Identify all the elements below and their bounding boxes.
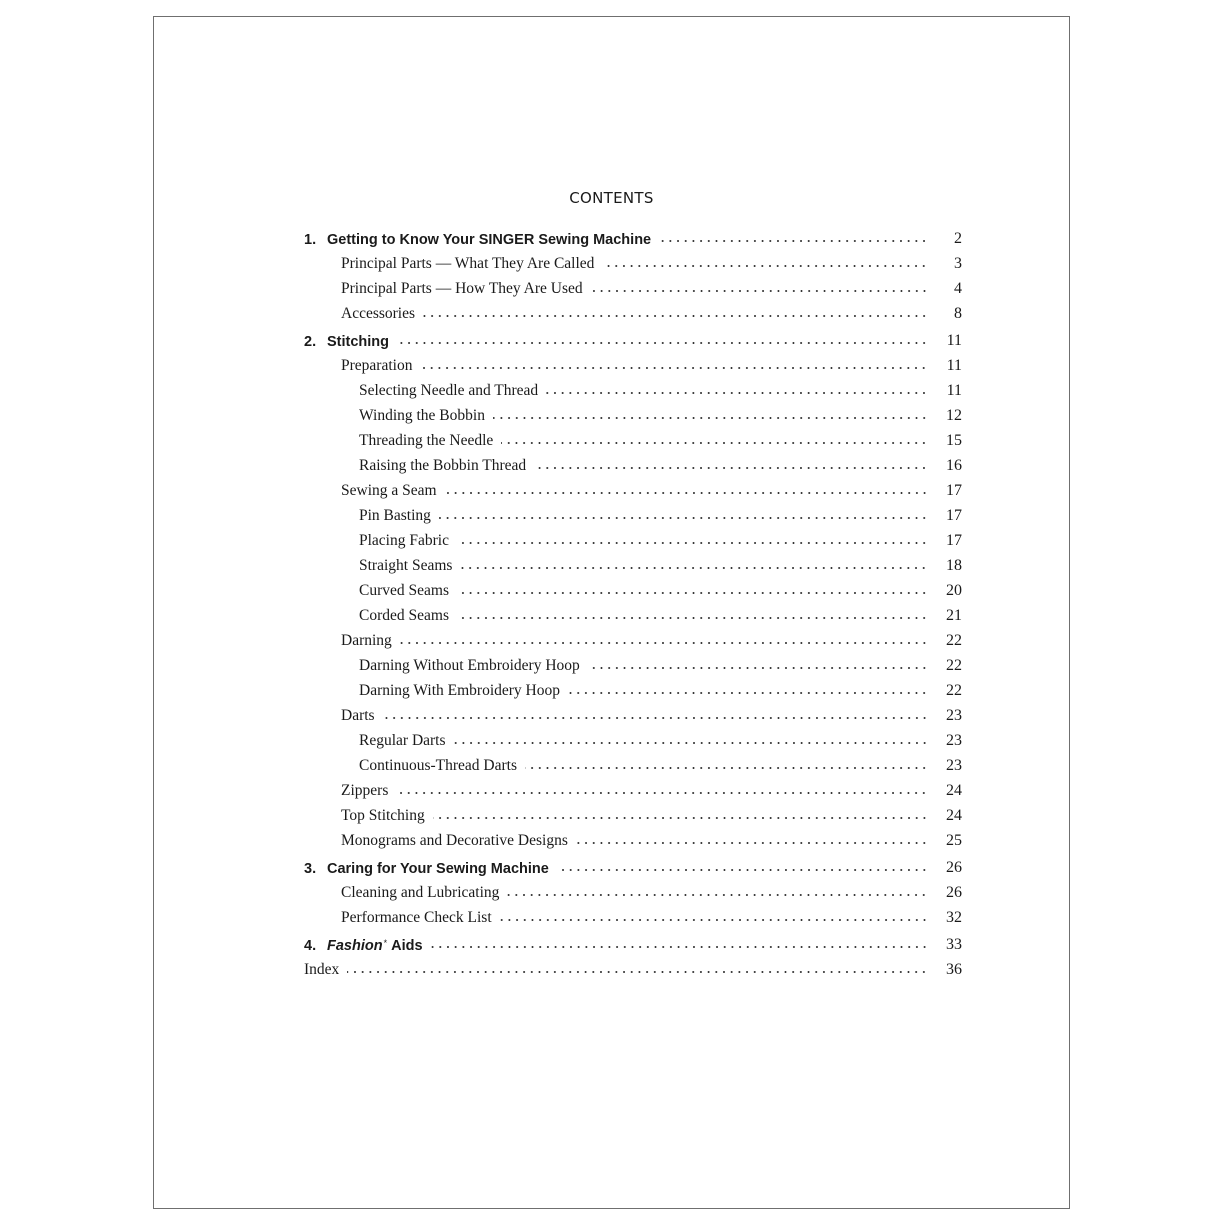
entry-title: Darning With Embroidery Hoop <box>359 682 560 699</box>
entry-title: Placing Fabric <box>359 532 449 549</box>
dot-leader <box>591 288 928 294</box>
page-number: 26 <box>946 859 962 876</box>
toc-entry-threading-needle[interactable] <box>302 425 962 450</box>
toc-entry-monograms[interactable] <box>302 825 962 850</box>
toc-entry-corded-seams[interactable] <box>302 600 962 625</box>
dot-leader <box>400 640 928 646</box>
dot-leader <box>457 615 928 621</box>
page-number: 11 <box>946 332 962 349</box>
page-number: 11 <box>946 357 962 374</box>
dot-leader <box>457 590 928 596</box>
page-number: 2 <box>954 230 962 247</box>
entry-title: Pin Basting <box>359 507 431 524</box>
toc-entry-cleaning[interactable] <box>302 877 962 902</box>
entry-title: Regular Darts <box>359 732 446 749</box>
dot-leader <box>507 892 928 898</box>
page-number: 22 <box>946 657 962 674</box>
dot-leader <box>457 540 928 546</box>
page-number: 22 <box>946 682 962 699</box>
entry-title: Accessories <box>341 305 416 322</box>
entry-title: Principal Parts — How They Are Used <box>341 280 583 297</box>
dot-leader <box>576 840 928 846</box>
dot-leader <box>546 390 928 396</box>
table-of-contents <box>302 221 962 979</box>
page-number: 25 <box>946 832 962 849</box>
entry-title: Selecting Needle and Thread <box>359 382 539 399</box>
toc-section-2[interactable] <box>302 323 962 350</box>
dot-leader <box>433 815 928 821</box>
section-title: Stitching <box>327 334 390 350</box>
trademark-mark: * <box>383 938 388 948</box>
toc-entry-raising-bobbin[interactable] <box>302 450 962 475</box>
toc-entry-darning[interactable] <box>302 625 962 650</box>
entry-title: Continuous-Thread Darts <box>359 757 517 774</box>
section-number: 4. <box>304 938 317 954</box>
dot-leader <box>445 490 928 496</box>
entry-title: Winding the Bobbin <box>359 407 485 424</box>
page-number: 24 <box>946 807 962 824</box>
section-title-rest: Aids <box>391 938 423 954</box>
document-page <box>153 16 1070 1209</box>
entry-title: Corded Seams <box>359 607 449 624</box>
toc-entry-continuous-darts[interactable] <box>302 750 962 775</box>
toc-entry-index[interactable] <box>302 954 962 979</box>
page-number: 17 <box>946 482 962 499</box>
page-number: 15 <box>946 432 962 449</box>
entry-title: Principal Parts — What They Are Called <box>341 255 595 272</box>
dot-leader <box>347 969 928 975</box>
entry-title: Top Stitching <box>341 807 425 824</box>
entry-title: Darts <box>341 707 375 724</box>
page-number: 3 <box>954 255 962 272</box>
page-number: 12 <box>946 407 962 424</box>
page-number: 18 <box>946 557 962 574</box>
toc-entry-regular-darts[interactable] <box>302 725 962 750</box>
page-number: 23 <box>946 757 962 774</box>
toc-entry-zippers[interactable] <box>302 775 962 800</box>
page-number: 16 <box>946 457 962 474</box>
page-number: 11 <box>946 382 962 399</box>
toc-entry-principal-parts-used[interactable] <box>302 273 962 298</box>
toc-entry-sewing-seam[interactable] <box>302 475 962 500</box>
toc-entry-placing-fabric[interactable] <box>302 525 962 550</box>
entry-title: Performance Check List <box>341 909 492 926</box>
dot-leader <box>460 565 928 571</box>
dot-leader <box>397 340 928 346</box>
entry-title: Zippers <box>341 782 389 799</box>
dot-leader <box>557 867 928 873</box>
dot-leader <box>431 944 928 950</box>
toc-section-4[interactable] <box>302 927 962 954</box>
dot-leader <box>659 238 928 244</box>
entry-title: Cleaning and Lubricating <box>341 884 500 901</box>
entry-title: Threading the Needle <box>359 432 494 449</box>
dot-leader <box>525 765 928 771</box>
dot-leader <box>396 790 928 796</box>
entry-title: Straight Seams <box>359 557 453 574</box>
page-number: 23 <box>946 732 962 749</box>
entry-title: Darning Without Embroidery Hoop <box>359 657 580 674</box>
page-number: 4 <box>954 280 962 297</box>
toc-section-1[interactable] <box>302 221 962 248</box>
entry-title: Raising the Bobbin Thread <box>359 457 527 474</box>
section-title-italic: Fashion <box>327 938 383 954</box>
toc-section-3[interactable] <box>302 850 962 877</box>
toc-entry-pin-basting[interactable] <box>302 500 962 525</box>
section-title <box>327 938 431 954</box>
toc-entry-selecting-needle[interactable] <box>302 375 962 400</box>
dot-leader <box>420 365 928 371</box>
toc-entry-preparation[interactable] <box>302 350 962 375</box>
page-number: 21 <box>946 607 962 624</box>
entry-title: Darning <box>341 632 392 649</box>
entry-title: Monograms and Decorative Designs <box>341 832 568 849</box>
dot-leader <box>588 665 928 671</box>
entry-title: Curved Seams <box>359 582 449 599</box>
entry-title: Preparation <box>341 357 413 374</box>
toc-entry-performance[interactable] <box>302 902 962 927</box>
page-number: 8 <box>954 305 962 322</box>
section-title: Getting to Know Your SINGER Sewing Machine <box>327 232 652 248</box>
dot-leader <box>534 465 928 471</box>
dot-leader <box>454 740 928 746</box>
page-number: 26 <box>946 884 962 901</box>
dot-leader <box>423 313 928 319</box>
toc-entry-winding-bobbin[interactable] <box>302 400 962 425</box>
toc-entry-darts[interactable] <box>302 700 962 725</box>
section-title: Caring for Your Sewing Machine <box>327 861 549 877</box>
section-number: 1. <box>304 232 317 248</box>
section-number: 2. <box>304 334 317 350</box>
page-number: 23 <box>946 707 962 724</box>
entry-title: Index <box>304 961 340 978</box>
entry-title: Sewing a Seam <box>341 482 437 499</box>
section-number: 3. <box>304 861 317 877</box>
dot-leader <box>493 415 928 421</box>
dot-leader <box>383 715 928 721</box>
page-number: 36 <box>946 961 962 978</box>
dot-leader <box>501 440 928 446</box>
toc-entry-top-stitching[interactable] <box>302 800 962 825</box>
toc-entry-darning-without-hoop[interactable] <box>302 650 962 675</box>
toc-entry-straight-seams[interactable] <box>302 550 962 575</box>
page-number: 17 <box>946 532 962 549</box>
toc-entry-accessories[interactable] <box>302 298 962 323</box>
toc-entry-curved-seams[interactable] <box>302 575 962 600</box>
dot-leader <box>439 515 928 521</box>
page-number: 33 <box>946 936 962 953</box>
toc-entry-principal-parts-called[interactable] <box>302 248 962 273</box>
dot-leader <box>568 690 928 696</box>
dot-leader <box>602 263 928 269</box>
page-number: 32 <box>946 909 962 926</box>
page-number: 17 <box>946 507 962 524</box>
toc-entry-darning-with-hoop[interactable] <box>302 675 962 700</box>
page-number: 22 <box>946 632 962 649</box>
page-number: 20 <box>946 582 962 599</box>
dot-leader <box>500 917 928 923</box>
page-number: 24 <box>946 782 962 799</box>
page-title: CONTENTS <box>569 189 654 207</box>
